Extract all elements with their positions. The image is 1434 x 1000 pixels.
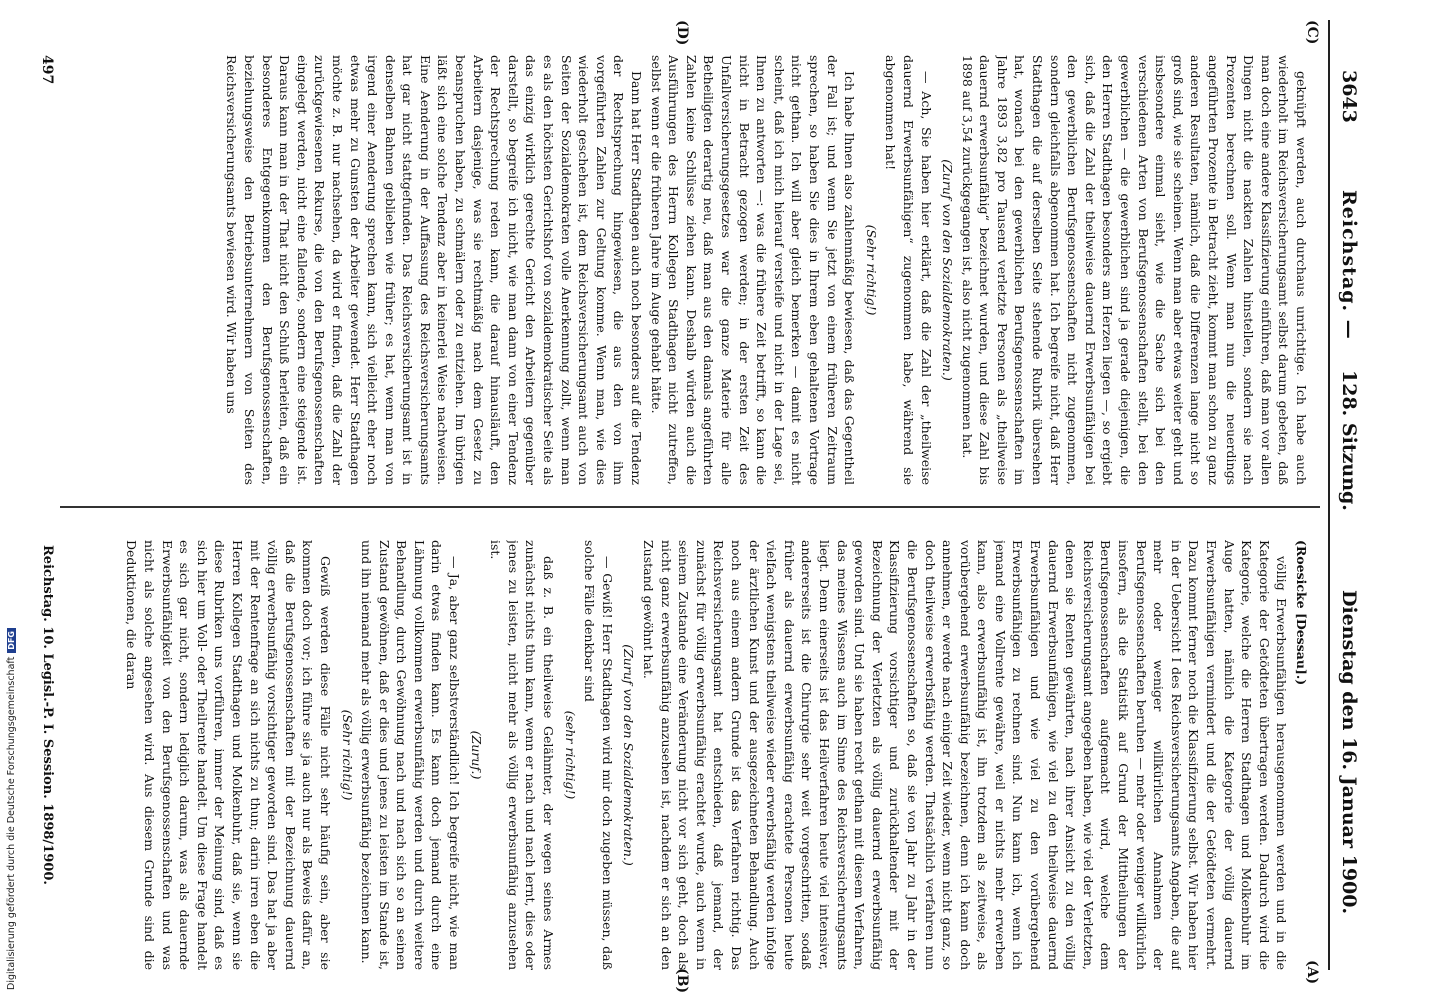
header-rule [1328, 20, 1330, 970]
margin-letter-d: (D) [674, 20, 690, 46]
text-column-left [70, 540, 1310, 970]
paragraph: — Ach, Sie haben hier erklärt, daß die Zahl der „theilweise dauernd Erwerbsunfähigen“ zugenommen habe, während sie abgenommen hat! [883, 55, 934, 485]
header-publication: Reichstag. — [1338, 190, 1360, 340]
header-page-number: 3643 [1338, 70, 1360, 123]
dfg-logo: DFG [7, 628, 16, 653]
interjection: (sehr richtig!) [562, 710, 578, 800]
interjection: (Sehr richtig!) [863, 224, 879, 316]
paragraph: daß z. B. ein theilweise Gelähmter, der wegen seines Armes zunächst nichts thun kann, wenn er nach und nach lernt, dies oder jenes zu leisten, nicht mehr als völlig erwerbsunfähig anzusehen ist. [488, 540, 557, 970]
header-session: 128. Sitzung. [1338, 370, 1360, 511]
paragraph: Ich habe Ihnen also zahlenmäßig bewiesen, daß das Gegentheil der Fall ist; und wenn Sie jetzt von einem früheren Zeitraum sprechen, so haben Sie dies in Ihrem eben gehaltenen Vortrage nicht gethan. Ich will aber gleich bemerken — damit es nicht scheint, daß ich mich hierauf versteife und nicht in der Lage sei, Ihnen zu antworten —: was die frühere Zeit betrifft, so kann die nicht in Betracht gezogen werden; in der ersten Zeit des Unfallversicherungsgesetzes war die ganze Materie für alle Betheiligten derartig neu, daß man aus den damals angeführten Zahlen keine Schlüsse ziehen kann. Deshalb würden auch die Ausführungen des Herrn Kollegen Stadthagen nicht zutreffen, selbst wenn er die früheren Jahre im Auge gehabt hätte. [648, 55, 858, 485]
footer-page-number: 497 [39, 55, 55, 85]
column-divider [60, 506, 1320, 508]
paragraph: völlig Erwerbsunfähigen herausgenommen werden und in die Kategorie der Getödteten übertragen werden. Dadurch wird die Kategorie, welche die Herren Stadthagen und Molkenbuhr im Auge hatten, nämlich die Kategorie der völlig dauernd Erwerbsunfähigen vermindert und die der Getödteten vermehrt. Dazu kommt ferner noch die Klassifizierung selbst. Wir haben hier in der Uebersicht I des Reichsversicherungsamts Angaben, die auf mehr oder weniger willkürlichen Annahmen der Berufsgenossenschaften beruhen — mehr oder weniger willkürlich insofern, als die Statistik auf Grund der Mittheilungen der Berufsgenossenschaften aufgemacht wird, welche dem Reichsversicherungsamt angegeben haben, wie viel der Verletzten, denen sie Renten gewährten, nach ihrer Ansicht zu den völlig dauernd Erwerbsunfähigen, wie viel zu den theilweise dauernd Erwerbsunfähigen und wie viel zu den vorübergehend Erwerbsunfähigen zu rechnen sind. Nun kann ich, wenn ich jemand eine Vollrente gewähre, weil er nichts mehr erwerben kann, also erwerbsunfähig ist, ihn trotzdem als zeitweise, als vorübergehend erwerbsunfähig bezeichnen, denn ich kann doch annehmen, er werde nach einiger Zeit wieder, wenn nicht ganz, so doch theilweise erwerbsfähig werden. Thatsächlich verfahren nun die Berufsgenossenschaften so, daß sie von Jahr zu Jahr in der Klassifizierung vorsichtiger und zurückhaltender mit der Bezeichnung der Verletzten als völlig dauernd erwerbsunfähig geworden sind. Und sie haben recht gethan mit diesem Verfahren, das meines Wissens auch im Sinne des Reichsversicherungsamts liegt. Denn einerseits ist das Heilverfahren heute viel intensiver, andererseits ist die Chirurgie sehr weit vorgeschritten, sodaß früher als dauernd erwerbsunfähig erachtete Personen heute vielfach wenigstens theilweise wieder erwerbsfähig werden infolge der ärztlichen Kunst und der ausgezeichneten Behandlung. Auch noch aus einem andern Grunde ist das Verfahren richtig. Das Reichsversicherungsamt hat entschieden, daß jemand, der zunächst für völlig erwerbsunfähig erachtet wurde, auch wenn in seinem Zustande eine Veränderung nicht vor sich geht, doch als nicht ganz erwerbsunfähig anzusehen ist, nachdem er sich an den Zustand gewöhnt hat. [641, 540, 1290, 970]
speaker-name: (Roesicke [Dessau].) [1294, 540, 1309, 686]
margin-letter-c: (C) [1304, 20, 1320, 45]
interjection: (Zuruf.) [468, 730, 484, 780]
credit-text: Digitalisierung gefördert durch die Deutsche Forschungsgemeinschaft [6, 656, 17, 990]
interjection: (Sehr richtig!) [339, 709, 355, 801]
interjection: (Zuruf von den Sozialdemokraten.) [940, 159, 956, 381]
footer-citation: Reichstag. 10. Legisl.-P. I. Session. 1898/1900. [40, 545, 55, 885]
paragraph: Dann hat Herr Stadthagen auch noch besonders auf die Tendenz der Rechtsprechung hingewiesen, die aus den von ihm vorgeführten Zahlen zur Geltung komme. Wenn man, wie dies wiederholt geschehen ist, dem Reichsversicherungsamt auch von Seiten der Sozialdemokraten volle Anerkennung zollt, wenn man es als den höchsten Gerichtshof von sozialdemokratischer Seite als das einzig wirklich gerechte Gericht den Arbeitern gegenüber darstellt, so begreife ich nicht, wie man dann von einer Tendenz der Rechtsprechung reden kann, die darauf hinausläuft, den Arbeitern dasjenige, was sie rechtmäßig nach dem Gesetz zu beanspruchen haben, zu schmälern oder zu entziehen. Im übrigen läßt sich eine solche Tendenz aber in keinerlei Weise nachweisen. Eine Aenderung in der Auffassung des Reichsversicherungsamts hat gar nicht stattgefunden. Das Reichsversicherungsamt ist in denselben Bahnen geblieben wie früher; es hat, wenn man von irgend einer Aenderung sprechen kann, sich vielleicht eher noch etwas mehr zu Gunsten der Arbeiter gewendet. Herr Stadthagen möchte z. B. nur nachsehen, da wird er finden, daß die Zahl der zurückgewiesenen Rekurse, die von den Berufsgenossenschaften eingelegt werden, nicht eine fallende, sondern eine steigende ist. Daraus kann man in der That nicht den Schluß herleiten, daß ein besonderes Entgegenkommen den Berufsgenossenschaften, beziehungsweise den Betriebsunternehmern von Seiten des Reichsversicherungsamts bewiesen wird. Wir haben uns [224, 55, 645, 485]
page-header [1330, 70, 1370, 960]
digitization-credit [6, 590, 20, 990]
margin-letter-a: (A) [1304, 960, 1320, 985]
paragraph: Gewiß werden diese Fälle nicht sehr häufig sein, aber sie kommen doch vor; ich führe sie ja auch nur als Beweis dafür an, daß die Berufsgenossenschaften mit der Bezeichnung dauernd völlig erwerbsunfähig vorsichtiger geworden sind. Das hat ja aber mit der Rentenfrage an sich nichts zu thun; darin irren eben die Herren Kollegen Stadthagen und Molkenbuhr, daß sie, wenn sie diese Rubriken uns vorführen, immer der Meinung sind, daß es sich hier um Voll- oder Theilrente handelt. Um diese Frage handelt es sich gar nicht, sondern lediglich darum, was als dauernde Erwerbsunfähigkeit von den Berufsgenossenschaften und was nicht als solche angesehen wird. Aus diesem Grunde sind die Deduktionen, die daran [124, 540, 333, 970]
interjection: (Zuruf von den Sozialdemokraten.) [621, 644, 637, 866]
header-date: Dienstag den 16. Januar 1900. [1338, 590, 1360, 915]
paragraph: — Ja, aber ganz selbstverständlich! Ich begreife nicht, wie man darin etwas finden kann. Es kann doch jemand durch eine Lähmung vollkommen erwerbsunfähig werden und durch weitere Behandlung, durch Gewöhnung nach und nach sich so an seinen Zustand gewöhnen, daß er dies und jenes zu leisten im Stande ist, und ihn niemand mehr als völlig erwerbsunfähig bezeichnen kann. [359, 540, 463, 970]
paragraph: geknüpft werden, auch durchaus unrichtige. Ich habe auch wiederholt im Reichsversicherungsamt selbst darum gebeten, daß man doch eine andere Klassifizierung einführen, daß man vor allen Dingen nicht die nackten Zahlen hinstellen, sondern sie nach Prozenten berechnen soll. Wenn man nun die neuerdings angeführten Prozente in Betracht zieht, kommt man schon zu ganz anderen Resultaten, nämlich, daß die Differenzen lange nicht so groß sind, wie sie scheinen. Wenn man aber etwas weiter geht und insbesondere einmal sieht, wie die Sache sich bei den verschiedenen Arten von Berufsgenossenschaften stellt, bei den gewerblichen — die gewerblichen sind ja gerade diejenigen, die den Herren Stadthagen besonders am Herzen liegen —, so ergiebt sich, daß die Zahl der theilweise dauernd Erwerbsunfähigen bei den gewerblichen Berufsgenossenschaften nicht zugenommen, sondern gleichfalls abgenommen hat. Ich begreife nicht, daß Herr Stadthagen die auf derselben Seite stehende Rubrik übersehen hat, wonach bei den gewerblichen Berufsgenossenschaften im Jahre 1893 3,82 pro Tausend verletzte Personen als „theilweise dauernd erwerbsunfähig“ bezeichnet wurden, und diese Zahl bis 1898 auf 3,54 zurückgegangen ist, also nicht zugenommen hat. [959, 55, 1309, 485]
text-column-right [70, 55, 1310, 485]
paragraph: — Gewiß! Herr Stadthagen wird mir doch zugeben müssen, daß solche Fälle denkbar sind [582, 540, 615, 970]
margin-letter-b: (B) [674, 968, 690, 994]
